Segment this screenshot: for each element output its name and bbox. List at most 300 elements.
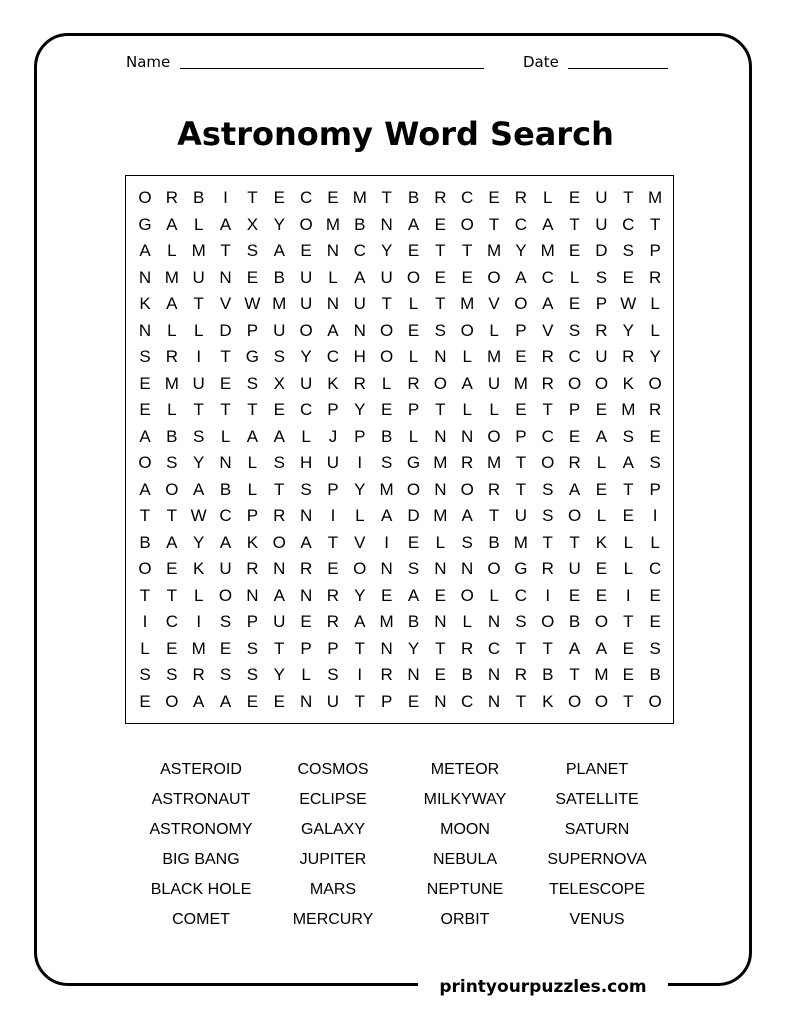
grid-letter[interactable]: A [166, 214, 178, 234]
grid-letter[interactable]: T [542, 532, 553, 552]
grid-letter[interactable]: E [300, 241, 312, 260]
grid-letter[interactable]: A [380, 506, 393, 525]
grid-letter[interactable]: U [353, 294, 366, 313]
grid-letter[interactable]: U [273, 320, 286, 340]
grid-letter[interactable]: C [622, 214, 635, 234]
grid-letter[interactable]: R [461, 638, 474, 658]
grid-letter[interactable]: R [407, 373, 420, 393]
grid-letter[interactable]: Y [407, 638, 420, 658]
grid-letter[interactable]: T [542, 638, 553, 658]
grid-letter[interactable]: T [569, 665, 580, 684]
grid-letter[interactable]: O [567, 506, 582, 525]
grid-letter[interactable]: S [595, 267, 608, 287]
grid-letter[interactable]: R [165, 188, 178, 207]
grid-letter[interactable]: O [567, 373, 582, 393]
grid-letter[interactable]: R [326, 612, 340, 631]
grid-letter[interactable]: O [594, 373, 609, 393]
grid-letter[interactable]: A [139, 241, 151, 260]
grid-letter[interactable]: S [622, 426, 634, 446]
grid-letter[interactable]: E [595, 479, 608, 499]
grid-letter[interactable]: P [568, 400, 581, 419]
grid-letter[interactable]: S [219, 665, 232, 684]
grid-letter[interactable]: E [649, 612, 661, 631]
grid-letter[interactable]: G [514, 559, 528, 578]
grid-letter[interactable]: M [325, 214, 341, 234]
grid-letter[interactable]: T [139, 585, 151, 605]
grid-letter[interactable]: P [246, 612, 259, 631]
grid-letter[interactable]: T [166, 506, 178, 525]
grid-letter[interactable]: O [138, 559, 152, 578]
grid-letter[interactable]: A [166, 294, 178, 313]
grid-letter[interactable]: E [327, 188, 339, 207]
grid-letter[interactable]: S [327, 665, 339, 684]
grid-letter[interactable]: E [273, 188, 285, 207]
grid-letter[interactable]: E [568, 188, 581, 207]
grid-letter[interactable]: U [380, 267, 393, 287]
grid-letter[interactable]: L [408, 426, 419, 446]
grid-letter[interactable]: Y [300, 347, 312, 366]
grid-letter[interactable]: E [515, 347, 527, 366]
grid-letter[interactable]: T [461, 241, 473, 260]
grid-letter[interactable]: E [300, 612, 312, 631]
grid-letter[interactable]: L [301, 665, 311, 684]
grid-letter[interactable]: A [219, 532, 232, 552]
grid-letter[interactable]: S [246, 665, 259, 684]
grid-letter[interactable]: S [542, 479, 554, 499]
grid-letter[interactable]: E [166, 638, 178, 658]
grid-letter[interactable]: R [649, 267, 662, 287]
grid-letter[interactable]: K [327, 373, 339, 393]
grid-letter[interactable]: E [515, 400, 527, 419]
grid-letter[interactable]: N [326, 294, 340, 313]
grid-letter[interactable]: O [460, 320, 474, 340]
grid-letter[interactable]: T [542, 400, 553, 419]
grid-letter[interactable]: M [433, 506, 448, 525]
grid-letter[interactable]: T [354, 691, 365, 711]
grid-letter[interactable]: C [165, 612, 178, 631]
grid-letter[interactable]: L [247, 479, 258, 499]
grid-letter[interactable]: N [407, 665, 420, 684]
grid-letter[interactable]: S [139, 665, 151, 684]
grid-letter[interactable]: R [514, 188, 528, 207]
grid-letter[interactable]: P [327, 638, 339, 658]
grid-letter[interactable]: D [219, 320, 232, 340]
grid-letter[interactable]: O [460, 585, 474, 605]
grid-letter[interactable]: M [621, 400, 636, 419]
grid-letter[interactable]: T [569, 214, 580, 234]
grid-letter[interactable]: O [380, 347, 394, 366]
grid-letter[interactable]: S [193, 426, 205, 446]
grid-letter[interactable]: N [273, 559, 286, 578]
grid-letter[interactable]: T [435, 400, 446, 419]
grid-letter[interactable]: S [649, 638, 661, 658]
grid-letter[interactable]: W [244, 294, 261, 313]
grid-letter[interactable]: L [489, 585, 499, 605]
grid-letter[interactable]: N [434, 612, 447, 631]
grid-letter[interactable]: W [190, 506, 207, 525]
grid-letter[interactable]: Y [354, 585, 366, 605]
grid-letter[interactable]: M [191, 241, 206, 260]
grid-letter[interactable]: O [138, 188, 152, 207]
grid-letter[interactable]: N [219, 453, 232, 472]
grid-letter[interactable]: C [299, 400, 313, 419]
grid-letter[interactable]: Y [515, 241, 527, 260]
grid-letter[interactable]: L [193, 320, 204, 340]
grid-letter[interactable]: E [246, 691, 259, 711]
grid-letter[interactable]: T [327, 532, 339, 552]
grid-letter[interactable]: L [140, 638, 150, 658]
grid-letter[interactable]: T [515, 453, 527, 472]
grid-letter[interactable]: G [138, 214, 152, 234]
name-line[interactable] [180, 68, 484, 69]
grid-letter[interactable]: G [245, 347, 259, 366]
grid-letter[interactable]: R [541, 559, 554, 578]
grid-letter[interactable]: L [167, 241, 177, 260]
grid-letter[interactable]: L [220, 426, 231, 446]
grid-letter[interactable]: U [487, 373, 501, 393]
grid-letter[interactable]: I [357, 453, 363, 472]
grid-letter[interactable]: A [354, 612, 366, 631]
grid-letter[interactable]: T [623, 188, 634, 207]
grid-letter[interactable]: M [164, 267, 179, 287]
grid-letter[interactable]: N [461, 559, 474, 578]
grid-letter[interactable]: A [193, 691, 205, 711]
grid-letter[interactable]: S [300, 479, 312, 499]
grid-letter[interactable]: L [489, 400, 499, 419]
grid-letter[interactable]: N [434, 479, 447, 499]
grid-letter[interactable]: C [487, 638, 501, 658]
grid-letter[interactable]: R [326, 585, 340, 605]
grid-letter[interactable]: Y [193, 453, 205, 472]
grid-letter[interactable]: M [513, 532, 528, 552]
grid-letter[interactable]: U [192, 373, 205, 393]
grid-letter[interactable]: S [246, 241, 259, 260]
grid-letter[interactable]: R [541, 373, 554, 393]
grid-letter[interactable]: O [299, 214, 313, 234]
grid-letter[interactable]: I [652, 506, 658, 525]
grid-letter[interactable]: A [407, 585, 420, 605]
grid-letter[interactable]: T [220, 347, 231, 366]
grid-letter[interactable]: B [407, 188, 420, 207]
grid-letter[interactable]: L [650, 294, 660, 313]
grid-letter[interactable]: P [649, 241, 661, 260]
grid-letter[interactable]: H [353, 347, 366, 366]
grid-letter[interactable]: U [514, 506, 528, 525]
grid-letter[interactable]: C [461, 691, 474, 711]
grid-letter[interactable]: A [461, 373, 473, 393]
grid-letter[interactable]: S [273, 347, 285, 366]
grid-letter[interactable]: K [542, 691, 554, 711]
grid-letter[interactable]: O [138, 453, 152, 472]
grid-letter[interactable]: I [625, 585, 631, 605]
grid-letter[interactable]: Y [273, 214, 285, 234]
grid-letter[interactable]: X [273, 373, 285, 393]
grid-letter[interactable]: B [139, 532, 151, 552]
grid-letter[interactable]: L [355, 506, 365, 525]
grid-letter[interactable]: P [515, 426, 527, 446]
grid-letter[interactable]: O [594, 691, 609, 711]
grid-letter[interactable]: L [247, 453, 258, 472]
grid-letter[interactable]: T [381, 188, 392, 207]
grid-letter[interactable]: O [380, 320, 394, 340]
grid-letter[interactable]: K [139, 294, 151, 313]
grid-letter[interactable]: A [166, 532, 178, 552]
grid-letter[interactable]: M [164, 373, 179, 393]
grid-letter[interactable]: A [193, 479, 205, 499]
grid-letter[interactable]: T [515, 691, 527, 711]
grid-letter[interactable]: Y [649, 347, 661, 366]
grid-letter[interactable]: L [623, 532, 634, 552]
grid-letter[interactable]: C [299, 188, 313, 207]
grid-letter[interactable]: A [354, 267, 366, 287]
grid-letter[interactable]: M [379, 479, 394, 499]
grid-letter[interactable]: O [433, 373, 447, 393]
grid-letter[interactable]: L [435, 532, 446, 552]
grid-letter[interactable]: C [541, 426, 554, 446]
grid-letter[interactable]: I [330, 506, 336, 525]
grid-letter[interactable]: D [407, 506, 420, 525]
grid-letter[interactable]: R [568, 453, 581, 472]
grid-letter[interactable]: A [568, 479, 581, 499]
grid-letter[interactable]: B [461, 665, 473, 684]
grid-letter[interactable]: S [568, 320, 581, 340]
grid-letter[interactable]: L [408, 294, 419, 313]
grid-letter[interactable]: O [487, 267, 501, 287]
grid-letter[interactable]: S [380, 453, 393, 472]
grid-letter[interactable]: C [514, 585, 528, 605]
grid-letter[interactable]: M [486, 347, 502, 366]
grid-letter[interactable]: N [326, 241, 340, 260]
grid-letter[interactable]: U [273, 612, 286, 631]
grid-letter[interactable]: R [299, 559, 313, 578]
grid-letter[interactable]: A [622, 453, 634, 472]
grid-letter[interactable]: E [622, 665, 634, 684]
grid-letter[interactable]: K [595, 532, 608, 552]
grid-letter[interactable]: B [488, 532, 500, 552]
grid-letter[interactable]: T [515, 638, 527, 658]
grid-letter[interactable]: E [434, 585, 447, 605]
grid-letter[interactable]: O [541, 612, 555, 631]
grid-letter[interactable]: S [166, 453, 178, 472]
grid-letter[interactable]: E [139, 373, 151, 393]
grid-letter[interactable]: L [569, 267, 580, 287]
grid-letter[interactable]: E [327, 559, 339, 578]
grid-letter[interactable]: N [353, 320, 366, 340]
grid-letter[interactable]: R [541, 347, 554, 366]
grid-letter[interactable]: R [595, 320, 608, 340]
grid-letter[interactable]: S [622, 241, 634, 260]
grid-letter[interactable]: R [380, 665, 393, 684]
grid-letter[interactable]: E [380, 400, 393, 419]
grid-letter[interactable]: R [353, 373, 366, 393]
grid-letter[interactable]: W [620, 294, 637, 313]
grid-letter[interactable]: A [273, 241, 285, 260]
grid-letter[interactable]: P [649, 479, 661, 499]
grid-letter[interactable]: Y [380, 241, 393, 260]
grid-letter[interactable]: E [407, 532, 420, 552]
grid-letter[interactable]: R [246, 559, 259, 578]
grid-letter[interactable]: B [649, 665, 661, 684]
grid-letter[interactable]: O [299, 320, 313, 340]
grid-letter[interactable]: S [515, 612, 527, 631]
grid-letter[interactable]: A [219, 214, 232, 234]
grid-letter[interactable]: B [354, 214, 366, 234]
grid-letter[interactable]: M [433, 453, 448, 472]
grid-letter[interactable]: O [406, 267, 421, 287]
grid-letter[interactable]: R [434, 188, 447, 207]
grid-letter[interactable]: T [193, 294, 204, 313]
grid-letter[interactable]: O [487, 426, 501, 446]
grid-letter[interactable]: M [191, 638, 206, 658]
grid-letter[interactable]: P [327, 400, 339, 419]
grid-letter[interactable]: A [595, 638, 608, 658]
grid-letter[interactable]: G [406, 453, 421, 472]
grid-letter[interactable]: O [567, 691, 582, 711]
grid-letter[interactable]: P [407, 400, 420, 419]
grid-letter[interactable]: L [543, 188, 553, 207]
grid-letter[interactable]: C [568, 347, 581, 366]
grid-letter[interactable]: S [246, 638, 259, 658]
grid-letter[interactable]: A [568, 638, 581, 658]
grid-letter[interactable]: L [462, 612, 472, 631]
grid-letter[interactable]: S [219, 612, 232, 631]
grid-letter[interactable]: L [623, 559, 634, 578]
grid-letter[interactable]: T [623, 612, 634, 631]
grid-letter[interactable]: N [487, 665, 501, 684]
grid-letter[interactable]: T [435, 638, 446, 658]
grid-letter[interactable]: E [595, 559, 608, 578]
grid-letter[interactable]: S [407, 559, 420, 578]
grid-letter[interactable]: M [272, 294, 287, 313]
grid-letter[interactable]: A [461, 506, 473, 525]
grid-letter[interactable]: N [219, 267, 232, 287]
grid-letter[interactable]: N [434, 347, 447, 366]
grid-letter[interactable]: E [649, 426, 661, 446]
grid-letter[interactable]: V [542, 320, 554, 340]
letter-grid[interactable] [125, 175, 674, 724]
grid-letter[interactable]: N [434, 426, 447, 446]
grid-letter[interactable]: L [193, 214, 204, 234]
grid-letter[interactable]: L [596, 506, 607, 525]
grid-letter[interactable]: O [487, 559, 501, 578]
date-line[interactable] [568, 68, 668, 69]
grid-letter[interactable]: I [142, 612, 148, 631]
grid-letter[interactable]: A [300, 532, 312, 552]
grid-letter[interactable]: N [380, 559, 393, 578]
grid-letter[interactable]: K [622, 373, 634, 393]
grid-letter[interactable]: Y [354, 400, 366, 419]
grid-letter[interactable]: T [247, 188, 258, 207]
grid-letter[interactable]: N [380, 638, 393, 658]
grid-letter[interactable]: T [247, 400, 258, 419]
grid-letter[interactable]: N [138, 320, 152, 340]
grid-letter[interactable]: A [139, 479, 151, 499]
grid-letter[interactable]: E [595, 400, 608, 419]
grid-letter[interactable]: U [595, 214, 608, 234]
grid-letter[interactable]: E [488, 188, 500, 207]
grid-letter[interactable]: U [299, 294, 313, 313]
grid-letter[interactable]: C [326, 347, 340, 366]
grid-letter[interactable]: X [246, 214, 259, 234]
grid-letter[interactable]: O [514, 294, 528, 313]
grid-letter[interactable]: I [357, 665, 363, 684]
grid-letter[interactable]: B [219, 479, 232, 499]
grid-letter[interactable]: I [196, 347, 202, 366]
grid-letter[interactable]: E [434, 267, 447, 287]
grid-letter[interactable]: B [193, 188, 205, 207]
grid-letter[interactable]: H [299, 453, 313, 472]
grid-letter[interactable]: T [515, 479, 527, 499]
grid-letter[interactable]: M [648, 188, 663, 207]
grid-letter[interactable]: V [219, 294, 232, 313]
grid-letter[interactable]: N [380, 214, 393, 234]
grid-letter[interactable]: N [487, 612, 501, 631]
grid-letter[interactable]: C [649, 559, 662, 578]
grid-letter[interactable]: C [461, 188, 474, 207]
grid-letter[interactable]: L [328, 267, 338, 287]
grid-letter[interactable]: L [408, 347, 419, 366]
grid-letter[interactable]: O [594, 612, 609, 631]
grid-letter[interactable]: E [622, 506, 634, 525]
grid-letter[interactable]: C [541, 267, 554, 287]
grid-letter[interactable]: E [219, 638, 232, 658]
grid-letter[interactable]: B [542, 665, 554, 684]
grid-letter[interactable]: U [326, 691, 340, 711]
grid-letter[interactable]: T [623, 479, 634, 499]
grid-letter[interactable]: M [486, 241, 502, 260]
grid-letter[interactable]: E [568, 426, 581, 446]
grid-letter[interactable]: P [595, 294, 608, 313]
grid-letter[interactable]: U [568, 559, 581, 578]
grid-letter[interactable]: A [139, 426, 151, 446]
grid-letter[interactable]: R [192, 665, 205, 684]
grid-letter[interactable]: T [354, 638, 365, 658]
grid-letter[interactable]: N [434, 559, 447, 578]
grid-letter[interactable]: T [623, 691, 634, 711]
grid-letter[interactable]: A [542, 294, 554, 313]
grid-letter[interactable]: N [246, 585, 259, 605]
grid-letter[interactable]: O [165, 691, 179, 711]
grid-letter[interactable]: V [354, 532, 366, 552]
grid-letter[interactable]: A [273, 426, 285, 446]
grid-letter[interactable]: O [406, 479, 421, 499]
grid-letter[interactable]: R [649, 400, 662, 419]
grid-letter[interactable]: E [568, 241, 581, 260]
grid-letter[interactable]: T [274, 638, 285, 658]
grid-letter[interactable]: U [219, 559, 232, 578]
grid-letter[interactable]: S [649, 453, 661, 472]
grid-letter[interactable]: S [461, 532, 473, 552]
grid-letter[interactable]: P [380, 691, 393, 711]
grid-letter[interactable]: M [352, 188, 367, 207]
grid-letter[interactable]: L [167, 400, 177, 419]
grid-letter[interactable]: N [299, 691, 313, 711]
grid-letter[interactable]: Y [273, 665, 285, 684]
grid-letter[interactable]: S [246, 373, 259, 393]
grid-letter[interactable]: M [460, 294, 475, 313]
grid-letter[interactable]: D [595, 241, 608, 260]
grid-letter[interactable]: T [220, 400, 231, 419]
grid-letter[interactable]: T [569, 532, 580, 552]
grid-letter[interactable]: E [595, 585, 608, 605]
grid-letter[interactable]: S [273, 453, 285, 472]
grid-letter[interactable]: E [407, 691, 420, 711]
grid-letter[interactable]: K [246, 532, 259, 552]
grid-letter[interactable]: K [193, 559, 205, 578]
grid-letter[interactable]: P [327, 479, 339, 499]
grid-letter[interactable]: U [192, 267, 205, 287]
grid-letter[interactable]: M [379, 612, 394, 631]
